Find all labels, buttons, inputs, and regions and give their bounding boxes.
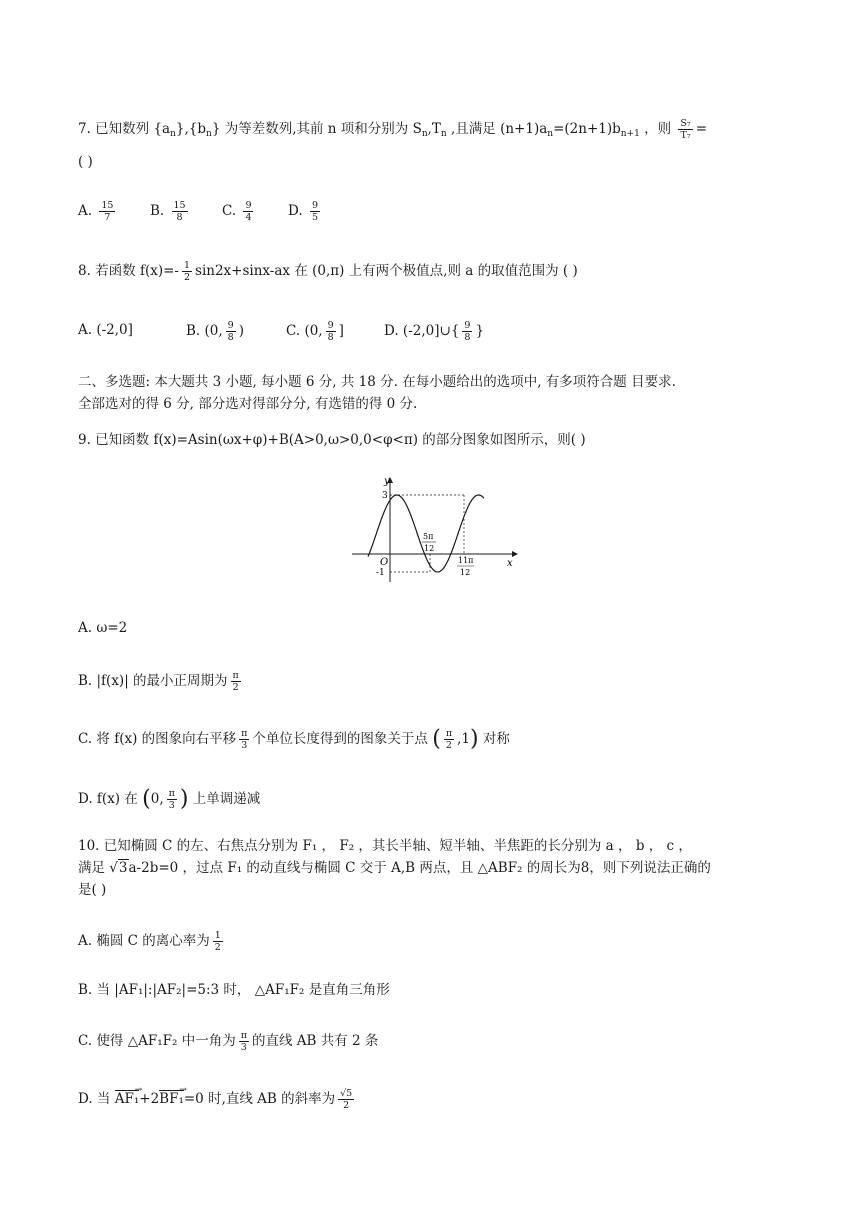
numerator: 1 [214,930,221,941]
sub: n [440,129,447,139]
numerator: π [168,788,175,799]
option-fraction [326,320,336,343]
option-fraction [338,1088,354,1111]
interval-left: (0, [304,323,323,339]
option-text: 对称 [482,731,510,747]
option-text: C. 使得 △AF₁F₂ 中一角为 [78,1033,236,1049]
numerator: 15 [173,200,186,211]
q7-option-c [222,200,256,223]
q10-option-c [78,1030,378,1053]
option-letter: C. [222,203,237,219]
y-tick-3: 3 [382,491,388,501]
denominator: 5 [311,212,318,223]
sub: n+1 [620,129,640,139]
option-letter: C. [286,323,301,339]
stem-text: a-2b=0 ，过点 F₁ 的动直线与椭圆 C 交于 A,B 两点，且 △ABF₂ 的周长为8，则下列说法正确的 [128,860,711,876]
paren-close: ) [179,786,189,812]
option-letter: D. [288,203,303,219]
numerator: 9 [311,200,318,211]
option-text: D. 当 [78,1091,111,1107]
sub: n [547,129,554,139]
denominator: 8 [227,332,234,343]
option-fraction [231,670,241,693]
q8-option-b [186,320,244,343]
denominator: 2 [232,682,239,693]
denominator: 2 [445,740,452,751]
denominator: 3 [241,740,248,751]
q9-option-b [78,670,244,693]
q8-option-d [384,320,484,343]
numerator: π [241,728,248,739]
numerator: 9 [464,320,471,331]
vector-bf1: BF₁ → [159,1090,184,1107]
q9-option-c [78,728,510,751]
denominator: 4 [245,212,252,223]
brace-close: } [475,323,485,339]
x-axis-label: x [507,558,513,569]
q10-stem-line1: 10. 已知椭圆 C 的左、右焦点分别为 F₁ ， F₂ ，其长半轴、短半轴、半焦距的长分别为 a ， b ， c ， [78,838,692,854]
q7-stem-text: } 为等差数列,其前 n 项和分别为 S [211,121,422,137]
numerator: S₇ [680,118,691,129]
q7-option-d [288,200,323,223]
y-tick-minus1: -1 [376,568,385,578]
sqrt-radicand: 3 [118,860,128,876]
option-fraction [243,200,253,223]
q8-option-c [286,320,344,343]
option-fraction [172,200,188,223]
option-text: =0 时,直线 AB 的斜率为 [183,1091,336,1107]
option-letter: B. [150,203,165,219]
option-text: 的直线 AB 共有 2 条 [251,1033,379,1049]
q8-stem-text: sin2x+sinx-ax 在 (0,π) 上有两个极值点,则 a 的取值范围为 ( ) [195,263,578,279]
option-text: D. f(x) 在 [78,791,138,807]
denominator: 2 [183,272,191,283]
numerator: 1 [183,260,191,271]
option-text: C. 将 f(x) 的图象向右平移 [78,731,237,747]
denominator: 8 [327,332,334,343]
q10-option-b: B. 当 |AF₁|:|AF₂|=5:3 时， △AF₁F₂ 是直角三角形 [78,982,390,998]
x-tick-11pi12-den: 12 [460,568,471,577]
numerator: √5 [340,1088,353,1099]
q7-stem-text: },{b [175,121,207,137]
plus-term: +2 [139,1091,160,1107]
numerator: 9 [227,320,234,331]
option-text: 上单调递减 [192,791,261,807]
numerator: 9 [245,200,252,211]
option-text: A. 椭圆 C 的离心率为 [78,933,210,949]
x-tick-11pi12-num: 11π [458,556,474,565]
denominator: 2 [343,1100,350,1111]
q7-option-a [78,200,118,223]
interval-left: (0, [204,323,223,339]
sub: n [170,129,176,139]
origin-label: O [380,557,389,568]
sub: n [206,129,212,139]
stem-text: 满足 [78,860,105,876]
denominator: 3 [168,800,175,811]
option-fraction [239,728,249,751]
numerator: π [232,670,239,681]
q8-stem-text: 8. 若函数 f(x)=- [78,263,179,279]
x-tick-5pi12-den: 12 [424,544,435,553]
q8-stem [78,260,578,283]
q7-stem [78,118,707,144]
q8-fraction [182,260,192,283]
option-fraction [167,788,177,811]
section2-line1: 二、多选题: 本大题共 3 小题, 每小题 6 分, 共 18 分. 在每小题给出的选项中, 有多项符合题 目要求. [78,374,676,390]
option-fraction [226,320,236,343]
interval-right: ) [238,323,244,339]
option-fraction [462,320,472,343]
brace-open: { [450,323,460,339]
paren-open: ( [432,726,441,752]
denominator: 8 [464,332,471,343]
q7-stem-text: ,且满足 (n+1)a [446,121,548,137]
q7-fraction [678,118,692,141]
denominator: 8 [176,212,183,223]
q10-stem-line2 [78,858,711,878]
x-axis-arrow [512,551,518,557]
paren-open: ( [142,786,151,812]
q7-blank: ( ) [78,154,93,170]
vector-af1: AF₁ → [115,1090,140,1107]
point-coordinate: ,1 [457,731,470,747]
q7-stem-text: 7. 已知数列 {a [78,121,171,137]
q8-option-a: A. (-2,0] [78,322,133,338]
q9-option-d [78,788,260,811]
x-tick-5pi12-num: 5π [423,532,434,541]
option-fraction [239,1030,249,1053]
option-fraction [444,728,454,751]
denominator: 7 [104,212,111,223]
option-letter: B. [186,323,201,339]
option-fraction [310,200,320,223]
option-text: 个单位长度得到的图象关于点 [252,731,428,747]
equals-sign: = [695,121,708,137]
sqrt-expression: √3 [109,860,128,876]
numerator: 15 [101,200,114,211]
option-text: D. (-2,0]∪ [384,323,451,339]
interval-right: ] [338,323,344,339]
denominator: 2 [214,942,221,953]
section2-line2: 全部选对的得 6 分, 部分选对得部分分, 有选错的得 0 分. [78,396,418,412]
paren-close: ) [469,726,479,752]
q10-stem-line3: 是( ) [78,882,107,898]
numerator: π [445,728,453,739]
y-axis-label: y [384,476,390,487]
q9-stem: 9. 已知函数 f(x)=Asin(ωx+φ)+B(A>0,ω>0,0<φ<π) 的部分图象如图所示，则( ) [78,432,586,448]
q9-function-graph [348,474,518,586]
q7-stem-text: ，则 [639,121,672,137]
numerator: 9 [327,320,334,331]
option-text: B. |f(x)| 的最小正周期为 [78,673,228,689]
option-fraction [99,200,115,223]
option-letter: A. [78,203,93,219]
denominator: T₇ [680,130,691,141]
option-fraction [213,930,223,953]
q7-stem-text: =(2n+1)b [553,121,621,137]
q10-option-a [78,930,226,953]
q10-option-d [78,1088,357,1111]
sub: n [421,129,428,139]
q7-option-b [150,200,191,223]
denominator: 3 [240,1042,247,1053]
q7-stem-text: ,T [427,121,441,137]
q9-option-a: A. ω=2 [78,620,128,636]
interval-left: 0, [150,791,164,807]
numerator: π [240,1030,247,1041]
